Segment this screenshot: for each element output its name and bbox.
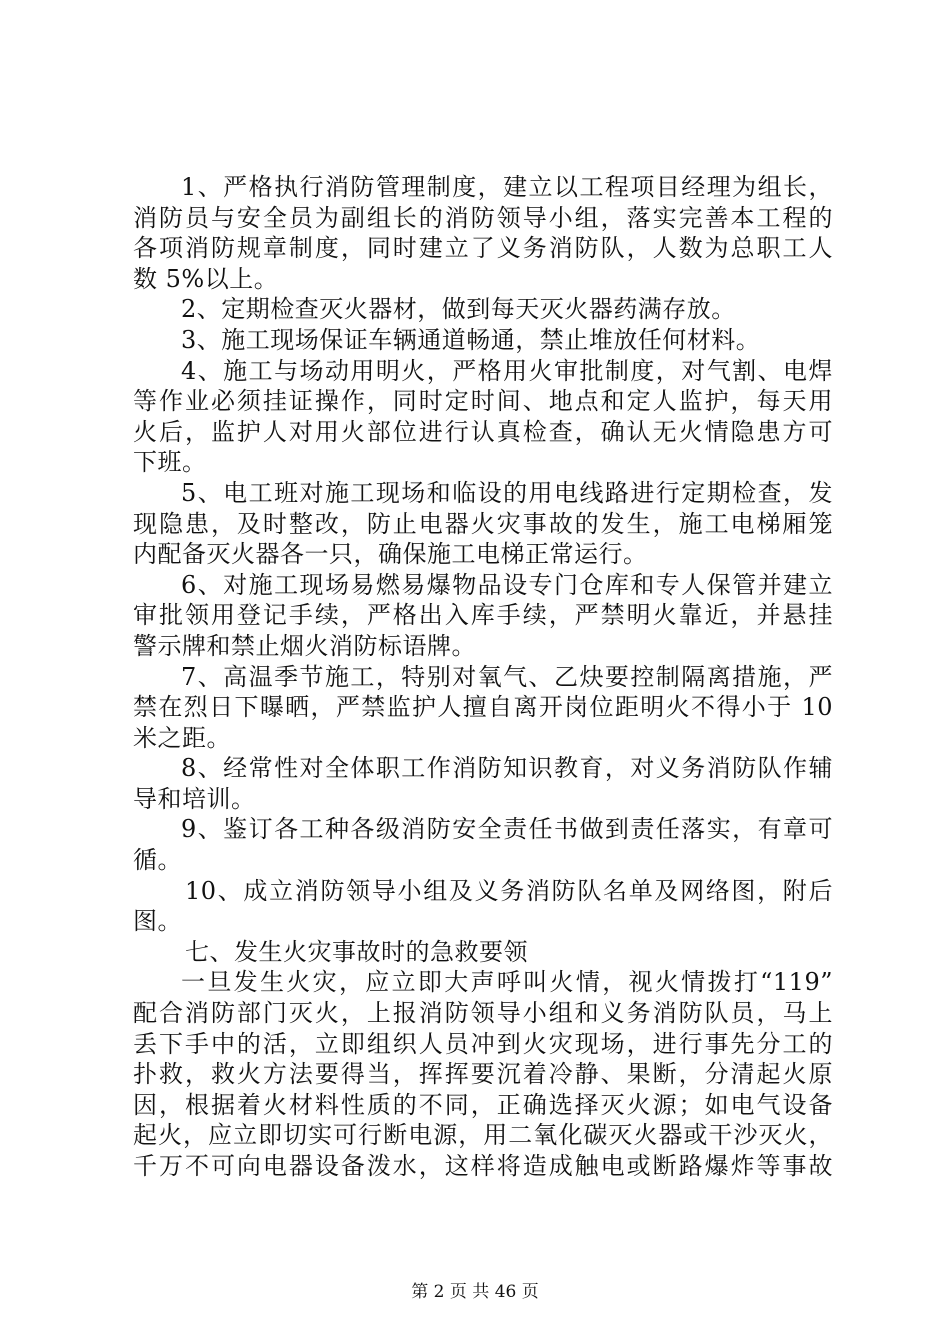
text-line: 5、电工班对施工现场和临设的用电线路进行定期检查，发 bbox=[181, 478, 833, 507]
text-line: 配合消防部门灭火，上报消防领导小组和义务消防队员，马上 bbox=[133, 999, 833, 1028]
text-line: 火后，监护人对用火部位进行认真检查，确认无火情隐患方可 bbox=[133, 417, 833, 446]
text-line: 米之距。 bbox=[133, 723, 231, 752]
text-line: 一旦发生火灾，应立即大声呼叫火情，视火情拨打“119” bbox=[181, 968, 833, 997]
text-line: 4、施工与场动用明火，严格用火审批制度，对气割、电焊 bbox=[181, 356, 833, 385]
text-line: 下班。 bbox=[133, 448, 207, 477]
page-number-footer: 第 2 页 共 46 页 bbox=[411, 1282, 539, 1302]
text-line: 警示牌和禁止烟火消防标语牌。 bbox=[133, 631, 476, 660]
text-line: 3、施工现场保证车辆通道畅通，禁止堆放任何材料。 bbox=[181, 325, 761, 354]
text-line: 9、鉴订各工种各级消防安全责任书做到责任落实，有章可 bbox=[181, 815, 833, 844]
text-line: 现隐患，及时整改，防止电器火灾事故的发生，施工电梯厢笼 bbox=[133, 509, 833, 538]
text-line: 1、严格执行消防管理制度，建立以工程项目经理为组长， bbox=[181, 173, 833, 201]
text-line: 导和培训。 bbox=[133, 784, 256, 813]
text-line: 消防员与安全员为副组长的消防领导小组，落实完善本工程的 bbox=[133, 203, 833, 232]
text-line: 内配备灭火器各一只，确保施工电梯正常运行。 bbox=[133, 540, 648, 569]
text-line: 循。 bbox=[133, 846, 182, 875]
text-line: 7、高温季节施工，特别对氧气、乙炔要控制隔离措施，严 bbox=[181, 662, 833, 691]
text-line: 因，根据着火材料性质的不同，正确选择灭火源；如电气设备 bbox=[133, 1090, 833, 1119]
text-line: 6、对施工现场易燃易爆物品设专门仓库和专人保管并建立 bbox=[181, 570, 833, 599]
text-line: 数 5%以上。 bbox=[133, 264, 279, 293]
document-body bbox=[133, 172, 833, 1182]
text-line: 审批领用登记手续，严格出入库手续，严禁明火靠近，并悬挂 bbox=[133, 601, 833, 630]
text-line: 扑救，救火方法要得当，挥挥要沉着冷静、果断，分清起火原 bbox=[133, 1060, 833, 1089]
text-line: 起火，应立即切实可行断电源，用二氧化碳灭火器或干沙灭火， bbox=[133, 1121, 833, 1150]
section-heading: 七、发生火灾事故时的急救要领 bbox=[185, 937, 528, 966]
text-line: 等作业必须挂证操作，同时定时间、地点和定人监护，每天用 bbox=[133, 387, 833, 416]
text-line: 丢下手中的活，立即组织人员冲到火灾现场，进行事先分工的 bbox=[133, 1029, 833, 1058]
text-line: 千万不可向电器设备泼水，这样将造成触电或断路爆炸等事故 bbox=[133, 1152, 833, 1180]
text-line: 8、经常性对全体职工作消防知识教育，对义务消防队作辅 bbox=[181, 754, 833, 783]
text-line: 2、定期检查灭火器材，做到每天灭火器药满存放。 bbox=[181, 295, 736, 324]
text-line: 图。 bbox=[133, 907, 182, 936]
text-line: 禁在烈日下曝晒，严禁监护人擅自离开岗位距明火不得小于 10 bbox=[133, 693, 833, 722]
text-line: 各项消防规章制度，同时建立了义务消防队，人数为总职工人 bbox=[133, 234, 833, 263]
text-line: 10、成立消防领导小组及义务消防队名单及网络图，附后 bbox=[185, 876, 833, 905]
